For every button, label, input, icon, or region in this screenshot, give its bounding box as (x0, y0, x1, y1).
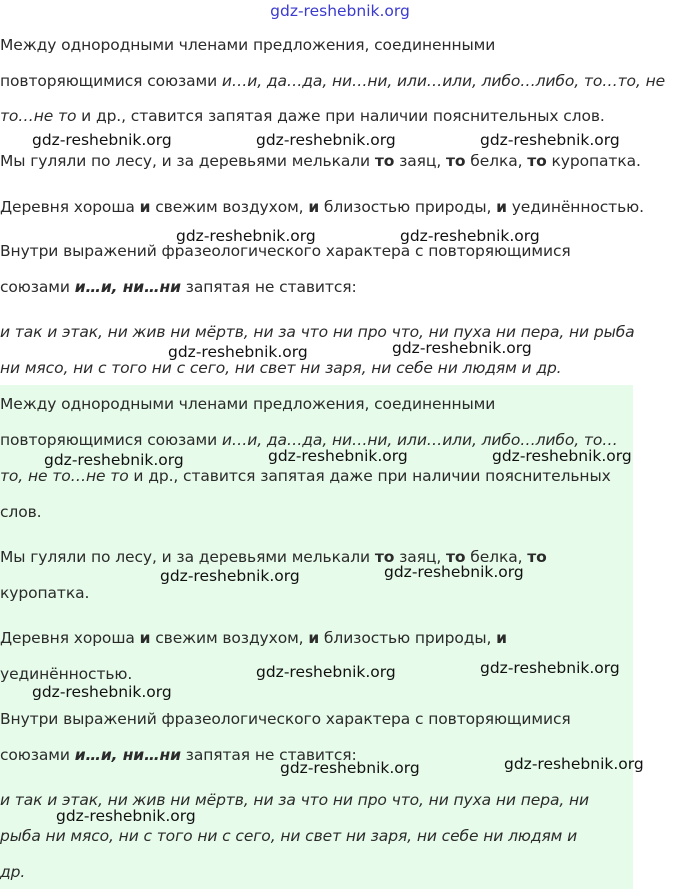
box-idioms-text: и так и этак, ни жив ни мёртв, ни за что ни про что, ни пуха ни пера, ни (0, 791, 590, 809)
watermark: gdz-reshebnik.org (168, 343, 308, 361)
example-2-conj: и (139, 198, 151, 216)
example-1-conj: то (446, 152, 466, 170)
box-example-1-line-2: куропатка. (0, 584, 90, 602)
rule-line-3 (0, 106, 605, 126)
example-1-part: заяц, (394, 152, 446, 170)
box-rule2-line-2-text: союзами (0, 746, 75, 764)
watermark: gdz-reshebnik.org (492, 447, 632, 465)
box-rule2-conjunctions: и…и, ни…ни (74, 746, 181, 764)
box-rule-line-3-text: и др., ставится запятая даже при наличии пояснительных (128, 467, 611, 485)
watermark: gdz-reshebnik.org (268, 447, 408, 465)
rule-line-1: Между однородными членами предложения, соединенными (0, 36, 496, 54)
example-1-conj: то (374, 152, 395, 170)
box-example-2-part: свежим воздухом, (150, 629, 309, 647)
example-2 (0, 197, 644, 217)
box-rule-conjunctions: и…и, да…да, ни…ни, или…или, либо…либо, то… (221, 431, 618, 449)
box-example-1-part: белка, (465, 548, 528, 566)
box-rule2-line-1: Внутри выражений фразеологического характера с повторяющимися (0, 710, 571, 728)
example-1-part: куропатка. (546, 152, 641, 170)
box-rule-line-2-text: повторяющимися союзами (0, 431, 222, 449)
watermark: gdz-reshebnik.org (32, 131, 172, 149)
example-1-part: Мы гуляли по лесу, и за деревьями мелькали (0, 152, 375, 170)
rule-conjunctions-end: то…не то (0, 107, 77, 125)
watermark: gdz-reshebnik.org (480, 659, 620, 677)
box-example-1-conj: то (527, 548, 547, 566)
rule2-line-1: Внутри выражений фразеологического характера с повторяющимися (0, 242, 571, 260)
box-rule-line-4: слов. (0, 503, 42, 521)
rule2-conjunctions: и…и, ни…ни (74, 278, 181, 296)
example-2-part: свежим воздухом, (150, 198, 309, 216)
example-2-part: уединённостью. (506, 198, 644, 216)
example-2-conj: и (496, 198, 507, 216)
watermark: gdz-reshebnik.org (56, 807, 196, 825)
box-idioms-text: др. (0, 863, 26, 881)
box-idioms-line-2 (0, 826, 577, 846)
rule-line-2 (0, 71, 665, 91)
idioms-line-1 (0, 322, 635, 342)
rule-line-3-text: и др., ставится запятая даже при наличии пояснительных слов. (76, 107, 605, 125)
watermark: gdz-reshebnik.org (400, 227, 540, 245)
box-rule-line-1: Между однородными членами предложения, соединенными (0, 395, 496, 413)
watermark: gdz-reshebnik.org (256, 131, 396, 149)
example-2-part: близостью природы, (319, 198, 497, 216)
box-example-1-part: заяц, (394, 548, 446, 566)
example-2-part: Деревня хороша (0, 198, 140, 216)
watermark: gdz-reshebnik.org (480, 131, 620, 149)
watermark: gdz-reshebnik.org (160, 567, 300, 585)
top-watermark: gdz-reshebnik.org (270, 2, 410, 20)
box-rule-line-3 (0, 466, 611, 486)
watermark: gdz-reshebnik.org (32, 683, 172, 701)
rule-conjunctions: и…и, да…да, ни…ни, или…или, либо…либо, то…то, не (221, 72, 666, 90)
idioms-text: и так и этак, ни жив ни мёртв, ни за что ни про что, ни пуха ни пера, ни рыба (0, 323, 635, 341)
box-rule-conjunctions-end: то, не то…не то (0, 467, 129, 485)
idioms-line-2 (0, 358, 562, 378)
box-example-2-part: близостью природы, (319, 629, 497, 647)
box-example-1-part: Мы гуляли по лесу, и за деревьями мелькали (0, 548, 375, 566)
watermark: gdz-reshebnik.org (256, 663, 396, 681)
box-idioms-text: рыба ни мясо, ни с того ни с сего, ни свет ни заря, ни себе ни людям и (0, 827, 578, 845)
box-example-2-line-2: уединённостью. (0, 665, 133, 683)
box-example-2-conj: и (308, 629, 320, 647)
watermark: gdz-reshebnik.org (280, 759, 420, 777)
example-1 (0, 151, 641, 171)
example-1-part: белка, (465, 152, 528, 170)
box-example-1-conj: то (374, 548, 395, 566)
box-example-2-conj: и (496, 629, 507, 647)
rule2-line-2 (0, 277, 357, 297)
box-example-2-conj: и (139, 629, 151, 647)
watermark: gdz-reshebnik.org (384, 563, 524, 581)
watermark: gdz-reshebnik.org (504, 755, 644, 773)
box-example-2-line-1 (0, 628, 507, 648)
rule2-line-2-text: союзами (0, 278, 75, 296)
watermark: gdz-reshebnik.org (392, 339, 532, 357)
watermark: gdz-reshebnik.org (44, 451, 184, 469)
watermark: gdz-reshebnik.org (176, 227, 316, 245)
rule2-line-2-end: запятая не ставится: (180, 278, 357, 296)
example-2-conj: и (308, 198, 320, 216)
idioms-text: ни мясо, ни с того ни с сего, ни свет ни заря, ни себе ни людям и др. (0, 359, 562, 377)
box-rule2-line-2-end: запятая не ставится: (180, 746, 357, 764)
rule-line-2-text: повторяющимися союзами (0, 72, 222, 90)
box-example-2-part: Деревня хороша (0, 629, 140, 647)
example-1-conj: то (527, 152, 547, 170)
box-idioms-line-3 (0, 862, 25, 882)
box-example-1-conj: то (446, 548, 466, 566)
